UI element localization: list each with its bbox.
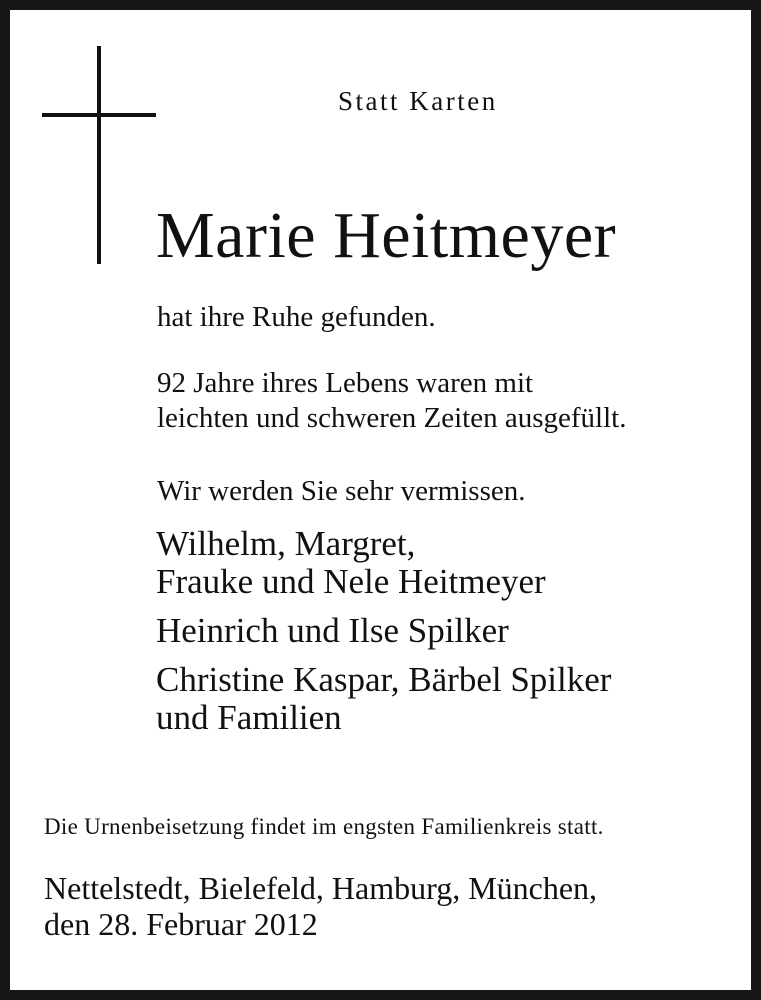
signer-group-heitmeyer: [156, 525, 611, 601]
subtitle: hat ihre Ruhe gefunden.: [157, 301, 436, 333]
cross-vertical-bar: [97, 46, 101, 264]
cross-horizontal-bar: [42, 113, 156, 117]
date-line: den 28. Februar 2012: [44, 906, 318, 942]
signer-line: Wilhelm, Margret,: [156, 524, 416, 563]
place-date: [44, 870, 597, 942]
burial-note: Die Urnenbeisetzung findet im engsten Familienkreis statt.: [44, 814, 604, 839]
signer-group-spilker: [156, 612, 611, 650]
life-line: 92 Jahre ihres Lebens waren mit: [157, 367, 534, 399]
miss-line: Wir werden Sie sehr vermissen.: [157, 475, 526, 507]
place-line: Nettelstedt, Bielefeld, Hamburg, München,: [44, 870, 598, 906]
life-line: leichten und schweren Zeiten ausgefüllt.: [157, 402, 627, 434]
miss-text: [157, 474, 525, 509]
life-text: [157, 366, 626, 436]
header-statt-karten: Statt Karten: [338, 86, 498, 116]
signer-line: Christine Kaspar, Bärbel Spilker: [156, 660, 612, 699]
signers: [156, 525, 611, 748]
signer-line: Frauke und Nele Heitmeyer: [156, 562, 546, 601]
signer-line: Heinrich und Ilse Spilker: [156, 611, 509, 650]
deceased-name: Marie Heitmeyer: [156, 199, 617, 272]
signer-group-kaspar: [156, 661, 611, 737]
signer-line: und Familien: [156, 698, 342, 737]
